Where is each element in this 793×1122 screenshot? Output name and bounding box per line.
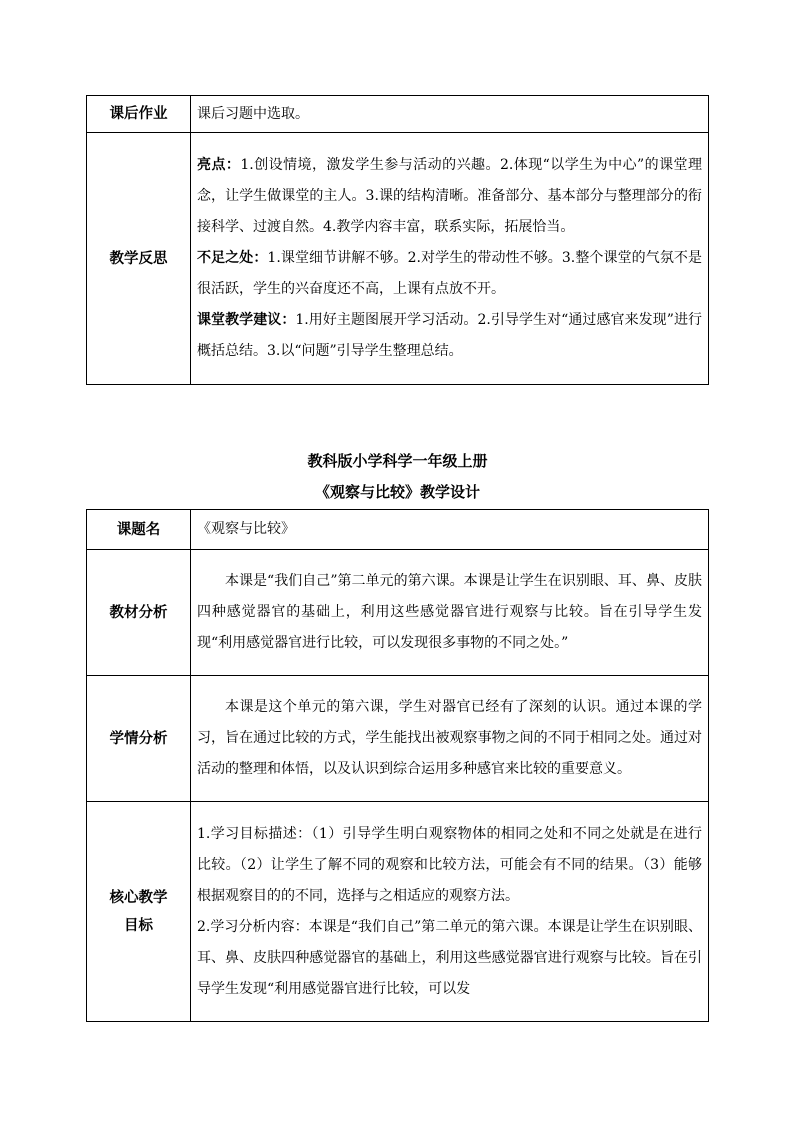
students-text: 本课是这个单元的第六课，学生对器官已经有了深刻的认识。通过本课的学习，旨在通过比较的方式，学生能找出被观察事物之间的不同于相同之处。通过对活动的整理和体悟，以及认识到综合运用多种感官来比较的重要意义。 [191, 676, 709, 802]
reflection-label: 教学反思 [87, 133, 191, 385]
suggestions-label: 课堂教学建议： [197, 312, 296, 328]
homework-row [87, 96, 709, 133]
topic-text: 《观察与比较》 [191, 510, 709, 550]
reflection-row [87, 133, 709, 385]
students-row [87, 676, 709, 802]
highlights-paragraph [197, 150, 702, 243]
suggestions-text: 1.用好主题图展开学习活动。2.引导学生对“通过感官来发现”进行概括总结。3.以“问题”引导学生整理总结。 [197, 312, 703, 359]
reflection-content [191, 133, 709, 385]
reflection-table [86, 95, 709, 385]
objectives-label-line2: 目标 [124, 917, 153, 934]
objectives-content [191, 802, 709, 1022]
shortcomings-text: 1.课堂细节讲解不够。2.对学生的带动性不够。3.整个课堂的气氛不是很活跃，学生的兴奋度还不高，上课有点放不开。 [197, 250, 702, 297]
objectives-paragraph-2: 2.学习分析内容：本课是“我们自己”第二单元的第六课。本课是让学生在识别眼、耳、鼻、皮肤四种感觉器官的基础上，利用这些感觉器官进行观察与比较。旨在引导学生发现“利用感觉器官进行比较，可以发 [197, 918, 702, 997]
topic-row [87, 510, 709, 550]
lesson-design-table [86, 509, 709, 1022]
document-title-line2: 《观察与比较》教学设计 [314, 483, 480, 501]
shortcomings-paragraph [197, 243, 702, 305]
document-title-line1: 教科版小学科学一年级上册 [307, 452, 488, 470]
objectives-label [87, 802, 191, 1022]
material-text: 本课是“我们自己”第二单元的第六课。本课是让学生在识别眼、耳、鼻、皮肤四种感觉器官的基础上，利用这些感觉器官进行观察与比较。旨在引导学生发现“利用感觉器官进行比较，可以发现很多事物的不同之处。” [191, 550, 709, 676]
homework-text: 课后习题中选取。 [191, 96, 709, 133]
shortcomings-label: 不足之处： [197, 250, 268, 266]
suggestions-paragraph [197, 305, 702, 367]
topic-label: 课题名 [87, 510, 191, 550]
material-label: 教材分析 [87, 550, 191, 676]
objectives-row [87, 802, 709, 1022]
homework-label: 课后作业 [87, 96, 191, 133]
students-label: 学情分析 [87, 676, 191, 802]
highlights-label: 亮点： [197, 157, 241, 173]
objectives-label-line1: 核心教学 [109, 889, 168, 906]
material-row [87, 550, 709, 676]
objectives-paragraph-1: 1.学习目标描述：（1）引导学生明白观察物体的相同之处和不同之处就是在进行比较。（2）让学生了解不同的观察和比较方法，可能会有不同的结果。（3）能够根据观察目的的不同，选择与之相适应的观察方法。 [197, 825, 702, 904]
highlights-text: 1.创设情境，激发学生参与活动的兴趣。2.体现“以学生为中心”的课堂理念，让学生做课堂的主人。3.课的结构清晰。准备部分、基本部分与整理部分的衔接科学、过渡自然。4.教学内容丰富，联系实际，拓展恰当。 [197, 157, 703, 235]
